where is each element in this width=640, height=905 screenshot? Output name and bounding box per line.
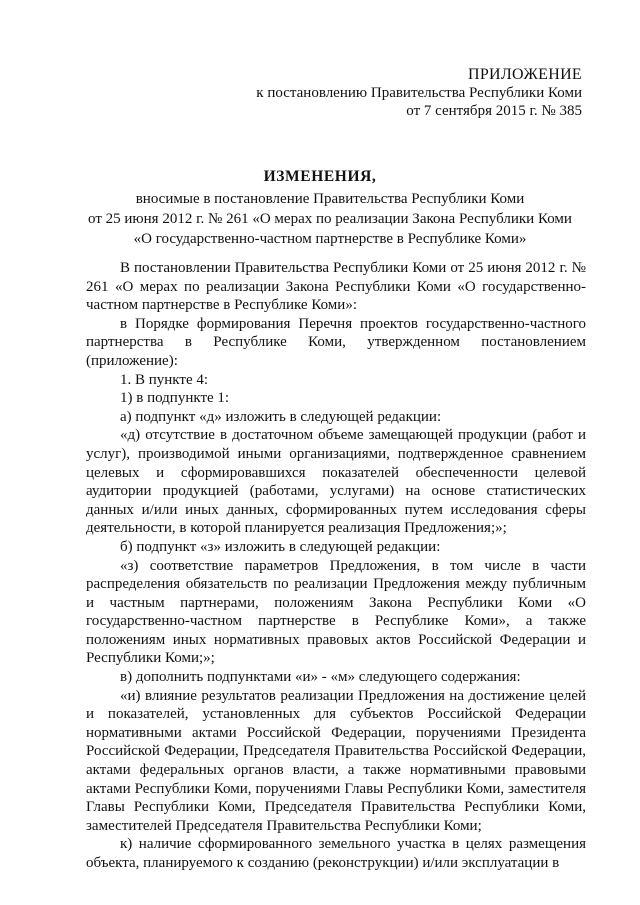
- subtitle-line-3: «О государственно-частном партнерстве в Республике Коми»: [133, 231, 527, 247]
- paragraph-subitem-a: а) подпункт «д» изложить в следующей редакции:: [120, 408, 442, 425]
- document-body: [86, 259, 586, 873]
- paragraph-intro: В постановлении Правительства Республики Коми от 25 июня 2012 г. № 261 «О мерах по реализации Закона Республики Коми «О государственно-частном партнерстве в Республике Коми»:: [86, 260, 586, 314]
- paragraph-item-1: 1. В пункте 4:: [120, 371, 209, 388]
- paragraph-subitem-i-text: «и) влияние результатов реализации Предложения на достижение целей и показателей, установленных для субъектов Российской Федерации нормативными актами Российской Федерации, поручениями Президента Российской Федерации, Председателя Правительства Российской Федерации, актами федеральных органов власти, а также нормативными правовыми актами Республики Коми, поручениями Главы Республики Коми, заместителя Главы Республики Коми, Председателя Правительства Республики Коми, заместителей Председателя Правительства Республики Коми;: [86, 687, 586, 834]
- subtitle-line-2: от 25 июня 2012 г. № 261 «О мерах по реализации Закона Республики Коми: [88, 211, 572, 227]
- appendix-label: ПРИЛОЖЕНИЕ: [467, 66, 582, 83]
- paragraph-subitem-d-text: «д) отсутствие в достаточном объеме замещающей продукции (работ и услуг), производимой иными организациями, подтвержденное сравнением целевых и сформировавшихся показателей обеспеченности целевой аудитории продукцией (работами, услугами) на основе статистических данных и/или иных данных, сформированных путем исследования сферы деятельности, в которой планируется реализация Предложения;»;: [86, 427, 586, 537]
- document-subtitle: [60, 189, 600, 249]
- paragraph-subitem-b: б) подпункт «з» изложить в следующей редакции:: [120, 538, 441, 555]
- subtitle-line-1: вносимые в постановление Правительства Республики Коми: [135, 191, 525, 207]
- appendix-resolution-line: к постановлению Правительства Республики Коми: [256, 85, 582, 101]
- document-title: ИЗМЕНЕНИЯ,: [263, 168, 377, 185]
- appendix-header: [256, 66, 582, 120]
- paragraph-subitem-z-text: «з) соответствие параметров Предложения, в том числе в части распределения обязательств по реализации Предложения между публичным и частным партнерами, положениям Закона Республики Коми «О государственно-частном партнерстве в Республике Коми», а также положениям иных нормативных правовых актов Российской Федерации и Республики Коми;»;: [86, 557, 586, 667]
- paragraph-order: в Порядке формирования Перечня проектов государственно-частного партнерства в Республике Коми, утвержденном постановлением (приложение):: [86, 315, 586, 369]
- appendix-date-line: от 7 сентября 2015 г. № 385: [406, 103, 582, 119]
- paragraph-subitem-k-text: к) наличие сформированного земельного участка в целях размещения объекта, планируемого к созданию (реконструкции) и/или эксплуатации в: [86, 836, 586, 871]
- paragraph-subitem-1: 1) в подпункте 1:: [120, 390, 230, 407]
- paragraph-subitem-v: в) дополнить подпунктами «и» - «м» следующего содержания:: [120, 669, 521, 686]
